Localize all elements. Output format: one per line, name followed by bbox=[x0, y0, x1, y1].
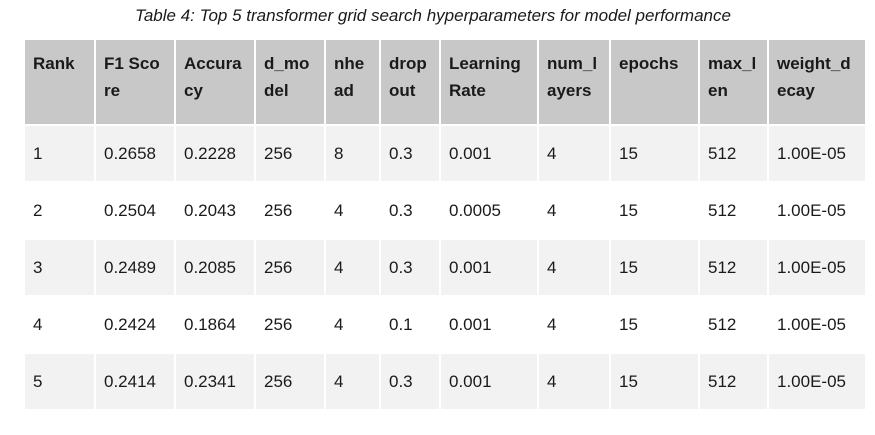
cell-epochs: 15 bbox=[610, 296, 699, 353]
header-weight-decay: weight_decay bbox=[768, 40, 865, 125]
table-caption: Table 4: Top 5 transformer grid search hyperparameters for model performance bbox=[135, 6, 731, 25]
cell-max-len: 512 bbox=[699, 296, 768, 353]
table-header bbox=[25, 40, 865, 125]
cell-num-layers: 4 bbox=[538, 125, 610, 182]
cell-accuracy: 0.1864 bbox=[175, 296, 255, 353]
cell-f1-score: 0.2424 bbox=[95, 296, 175, 353]
cell-num-layers: 4 bbox=[538, 239, 610, 296]
cell-max-len: 512 bbox=[699, 125, 768, 182]
cell-num-layers: 4 bbox=[538, 296, 610, 353]
header-dropout: dropout bbox=[380, 40, 440, 125]
table-body bbox=[25, 125, 865, 410]
cell-dropout: 0.3 bbox=[380, 239, 440, 296]
cell-weight-decay: 1.00E-05 bbox=[768, 125, 865, 182]
header-learning-rate: Learning Rate bbox=[440, 40, 538, 125]
cell-weight-decay: 1.00E-05 bbox=[768, 353, 865, 410]
cell-weight-decay: 1.00E-05 bbox=[768, 182, 865, 239]
cell-nhead: 4 bbox=[325, 353, 380, 410]
header-f1-score: F1 Score bbox=[95, 40, 175, 125]
cell-learning-rate: 0.0005 bbox=[440, 182, 538, 239]
cell-rank: 4 bbox=[25, 296, 95, 353]
cell-dropout: 0.1 bbox=[380, 296, 440, 353]
cell-epochs: 15 bbox=[610, 182, 699, 239]
cell-learning-rate: 0.001 bbox=[440, 353, 538, 410]
cell-dropout: 0.3 bbox=[380, 182, 440, 239]
cell-rank: 2 bbox=[25, 182, 95, 239]
cell-learning-rate: 0.001 bbox=[440, 296, 538, 353]
cell-weight-decay: 1.00E-05 bbox=[768, 239, 865, 296]
header-row bbox=[25, 40, 865, 125]
header-rank: Rank bbox=[25, 40, 95, 125]
header-accuracy: Accuracy bbox=[175, 40, 255, 125]
cell-nhead: 8 bbox=[325, 125, 380, 182]
cell-nhead: 4 bbox=[325, 296, 380, 353]
header-nhead: nhead bbox=[325, 40, 380, 125]
cell-epochs: 15 bbox=[610, 353, 699, 410]
cell-rank: 1 bbox=[25, 125, 95, 182]
cell-max-len: 512 bbox=[699, 239, 768, 296]
table-row bbox=[25, 353, 865, 410]
table-row bbox=[25, 182, 865, 239]
cell-learning-rate: 0.001 bbox=[440, 125, 538, 182]
cell-nhead: 4 bbox=[325, 182, 380, 239]
header-d-model: d_model bbox=[255, 40, 325, 125]
cell-num-layers: 4 bbox=[538, 182, 610, 239]
cell-f1-score: 0.2504 bbox=[95, 182, 175, 239]
cell-d-model: 256 bbox=[255, 125, 325, 182]
cell-rank: 5 bbox=[25, 353, 95, 410]
cell-f1-score: 0.2658 bbox=[95, 125, 175, 182]
table-row bbox=[25, 296, 865, 353]
cell-d-model: 256 bbox=[255, 296, 325, 353]
cell-learning-rate: 0.001 bbox=[440, 239, 538, 296]
cell-f1-score: 0.2489 bbox=[95, 239, 175, 296]
cell-f1-score: 0.2414 bbox=[95, 353, 175, 410]
cell-d-model: 256 bbox=[255, 239, 325, 296]
hyperparameter-table bbox=[25, 40, 865, 411]
cell-accuracy: 0.2341 bbox=[175, 353, 255, 410]
cell-num-layers: 4 bbox=[538, 353, 610, 410]
header-num-layers: num_layers bbox=[538, 40, 610, 125]
header-epochs: epochs bbox=[610, 40, 699, 125]
cell-d-model: 256 bbox=[255, 182, 325, 239]
cell-weight-decay: 1.00E-05 bbox=[768, 296, 865, 353]
cell-max-len: 512 bbox=[699, 353, 768, 410]
header-max-len: max_len bbox=[699, 40, 768, 125]
cell-nhead: 4 bbox=[325, 239, 380, 296]
cell-accuracy: 0.2085 bbox=[175, 239, 255, 296]
cell-rank: 3 bbox=[25, 239, 95, 296]
cell-d-model: 256 bbox=[255, 353, 325, 410]
cell-dropout: 0.3 bbox=[380, 125, 440, 182]
cell-epochs: 15 bbox=[610, 125, 699, 182]
cell-accuracy: 0.2228 bbox=[175, 125, 255, 182]
cell-epochs: 15 bbox=[610, 239, 699, 296]
table-row bbox=[25, 125, 865, 182]
table-row bbox=[25, 239, 865, 296]
cell-dropout: 0.3 bbox=[380, 353, 440, 410]
cell-max-len: 512 bbox=[699, 182, 768, 239]
cell-accuracy: 0.2043 bbox=[175, 182, 255, 239]
